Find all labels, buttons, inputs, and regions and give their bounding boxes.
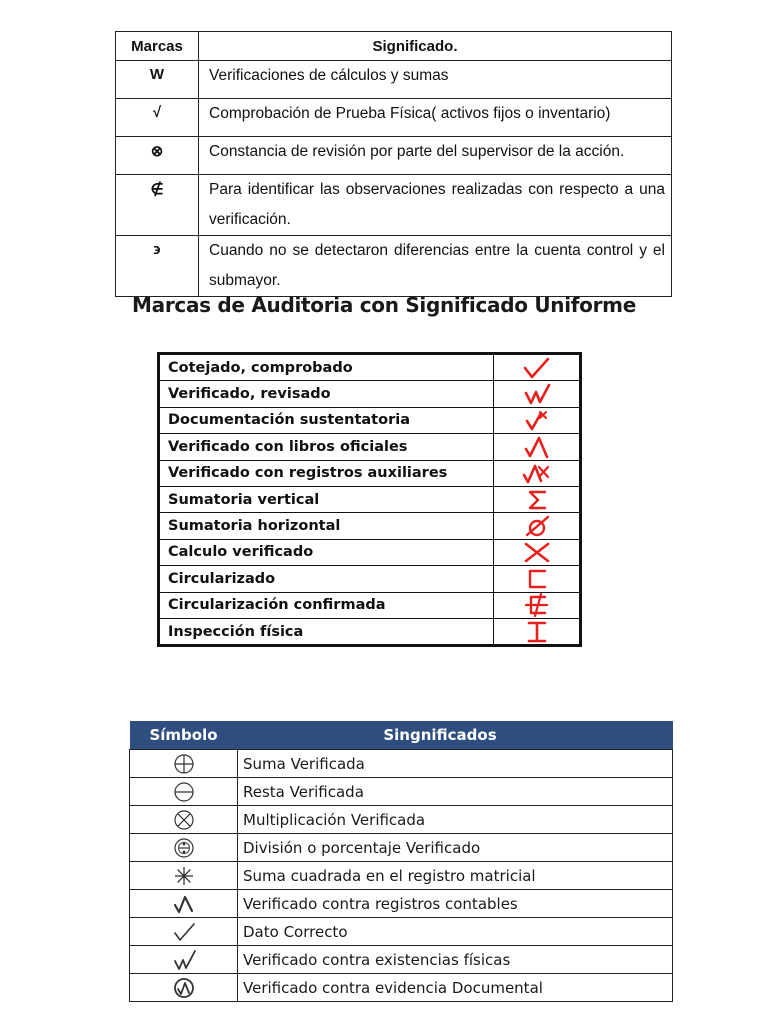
table-header-row xyxy=(130,721,673,750)
mark-label: Verificado con registros auxiliares xyxy=(159,460,494,486)
symbol-meaning: Verificado contra registros contables xyxy=(238,890,673,918)
double-check-mark-icon xyxy=(517,382,557,406)
mark-symbol: W xyxy=(116,61,199,99)
section-title: Marcas de Auditoria con Significado Uniforme xyxy=(132,293,636,317)
table-row xyxy=(130,974,673,1002)
table-row xyxy=(130,890,673,918)
header-meaning: Singnificados xyxy=(238,721,673,750)
table-row xyxy=(130,918,673,946)
table-row xyxy=(116,175,672,236)
mark-meaning: Constancia de revisión por parte del supervisor de la acción. xyxy=(199,137,672,175)
mark-symbol: √ xyxy=(116,99,199,137)
mark-label: Inspección física xyxy=(159,618,494,645)
table-row xyxy=(116,99,672,137)
circle-plus-icon xyxy=(172,753,196,775)
table-row xyxy=(159,486,581,512)
mark-label: Sumatoria vertical xyxy=(159,486,494,512)
header-marks: Marcas xyxy=(116,32,199,61)
table-row xyxy=(130,778,673,806)
slashed-circle-icon xyxy=(517,514,557,538)
mark-meaning: Comprobación de Prueba Física( activos fijos o inventario) xyxy=(199,99,672,137)
mark-meaning: Verificaciones de cálculos y sumas xyxy=(199,61,672,99)
symbol-meaning: Resta Verificada xyxy=(238,778,673,806)
check-mark-icon xyxy=(170,921,198,943)
check-with-cross-icon xyxy=(517,461,557,485)
check-mark-icon xyxy=(517,356,557,380)
mark-label: Verificado, revisado xyxy=(159,381,494,407)
table-row xyxy=(159,618,581,645)
symbol-meaning: Dato Correcto xyxy=(238,918,673,946)
circle-times-icon xyxy=(172,809,196,831)
table-row xyxy=(130,750,673,778)
table-row xyxy=(159,566,581,592)
table-row xyxy=(159,460,581,486)
table-row xyxy=(130,834,673,862)
table-row xyxy=(130,862,673,890)
mark-symbol: ϶ xyxy=(116,236,199,297)
mark-meaning: Cuando no se detectaron diferencias entre la cuenta control y el submayor. xyxy=(199,236,672,297)
mark-label: Calculo verificado xyxy=(159,539,494,565)
check-with-x-icon xyxy=(517,408,557,432)
circle-minus-icon xyxy=(172,781,196,803)
asterisk-icon xyxy=(172,865,196,887)
inverted-v-check-icon xyxy=(517,435,557,459)
symbol-meaning: Suma cuadrada en el registro matricial xyxy=(238,862,673,890)
mark-symbol: ∉ xyxy=(116,175,199,236)
double-check-mark-icon xyxy=(170,949,198,971)
table-row xyxy=(159,513,581,539)
inverted-v-check-icon xyxy=(170,893,198,915)
table-row xyxy=(159,592,581,618)
symbol-meaning: Verificado contra existencias físicas xyxy=(238,946,673,974)
mark-label: Circularizado xyxy=(159,566,494,592)
mark-meaning: Para identificar las observaciones realizadas con respecto a una verificación. xyxy=(199,175,672,236)
crossed-bracket-icon xyxy=(517,593,557,617)
symbol-meaning: Verificado contra evidencia Documental xyxy=(238,974,673,1002)
header-symbol: Símbolo xyxy=(130,721,238,750)
table-row xyxy=(159,354,581,381)
table-row xyxy=(130,946,673,974)
table-row xyxy=(159,434,581,460)
circle-check-icon xyxy=(172,977,196,999)
marks-meaning-table xyxy=(115,31,672,297)
mark-label: Verificado con libros oficiales xyxy=(159,434,494,460)
table-header-row xyxy=(116,32,672,61)
mark-symbol: ⊗ xyxy=(116,137,199,175)
symbols-meaning-table xyxy=(129,721,673,1002)
circle-divide-icon xyxy=(172,837,196,859)
sigma-icon xyxy=(517,488,557,512)
header-meaning: Significado. xyxy=(199,32,672,61)
mark-label: Documentación sustentatoria xyxy=(159,407,494,433)
i-beam-icon xyxy=(517,620,557,644)
table-row xyxy=(130,806,673,834)
table-row xyxy=(116,236,672,297)
table-row xyxy=(116,61,672,99)
symbol-meaning: Suma Verificada xyxy=(238,750,673,778)
table-row xyxy=(159,539,581,565)
uniform-audit-marks-table xyxy=(157,352,582,647)
symbol-meaning: Multiplicación Verificada xyxy=(238,806,673,834)
mark-label: Cotejado, comprobado xyxy=(159,354,494,381)
mark-label: Sumatoria horizontal xyxy=(159,513,494,539)
table-row xyxy=(159,381,581,407)
table-row xyxy=(116,137,672,175)
bracket-icon xyxy=(517,567,557,591)
table-row xyxy=(159,407,581,433)
mark-label: Circularización confirmada xyxy=(159,592,494,618)
symbol-meaning: División o porcentaje Verificado xyxy=(238,834,673,862)
x-mark-icon xyxy=(517,540,557,564)
